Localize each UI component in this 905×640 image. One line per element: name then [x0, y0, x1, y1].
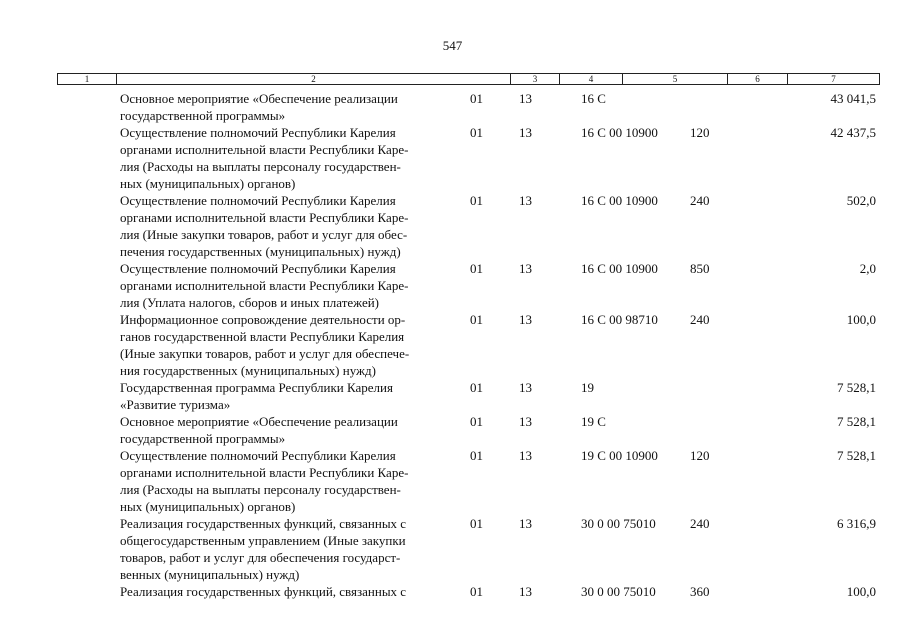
table-body — [0, 90, 905, 600]
table-row — [0, 124, 905, 192]
description-line: лия (Иные закупки товаров, работ и услуг для обес- — [120, 227, 408, 242]
expense-type-code: 120 — [690, 125, 710, 140]
subsection-code: 13 — [519, 414, 532, 429]
row-description — [120, 192, 460, 260]
description-line: органами исполнительной власти Республики Каре- — [120, 465, 409, 480]
description-line: органами исполнительной власти Республики Каре- — [120, 278, 409, 293]
section-code: 01 — [470, 380, 483, 395]
description-line: ных (муниципальных) органов) — [120, 176, 296, 191]
description-line: общегосударственным управлением (Иные закупки — [120, 533, 406, 548]
section-code: 01 — [470, 414, 483, 429]
amount-value: 42 437,5 — [830, 125, 876, 140]
description-line: Осуществление полномочий Республики Карелия — [120, 448, 396, 463]
description-line: Основное мероприятие «Обеспечение реализации — [120, 91, 398, 106]
column-header-2: 2 — [117, 74, 511, 84]
amount-value: 7 528,1 — [837, 448, 876, 463]
target-article-code: 16 С 00 10900 — [581, 193, 658, 208]
description-line: Осуществление полномочий Республики Карелия — [120, 125, 396, 140]
subsection-code: 13 — [519, 91, 532, 106]
description-line: ных (муниципальных) органов) — [120, 499, 296, 514]
description-line: органами исполнительной власти Республики Каре- — [120, 210, 409, 225]
amount-value: 7 528,1 — [837, 414, 876, 429]
expense-type-code: 120 — [690, 448, 710, 463]
target-article-code: 16 С — [581, 91, 606, 106]
description-line: Основное мероприятие «Обеспечение реализации — [120, 414, 398, 429]
section-code: 01 — [470, 584, 483, 599]
page-number: 547 — [442, 38, 463, 53]
row-description — [120, 311, 460, 379]
subsection-code: 13 — [519, 448, 532, 463]
expense-type-code: 360 — [690, 584, 710, 599]
amount-value: 2,0 — [859, 261, 876, 276]
description-line: государственной программы» — [120, 431, 286, 446]
description-line: Информационное сопровождение деятельности ор- — [120, 312, 406, 327]
amount-value: 43 041,5 — [830, 91, 876, 106]
expense-type-code: 850 — [690, 261, 710, 276]
description-line: лия (Уплата налогов, сборов и иных платежей) — [120, 295, 380, 310]
target-article-code: 16 С 00 10900 — [581, 261, 658, 276]
subsection-code: 13 — [519, 125, 532, 140]
description-line: ганов государственной власти Республики Карелия — [120, 329, 405, 344]
subsection-code: 13 — [519, 516, 532, 531]
table-row — [0, 311, 905, 379]
table-row — [0, 379, 905, 413]
description-line: венных (муниципальных) нужд) — [120, 567, 300, 582]
section-code: 01 — [470, 261, 483, 276]
column-header-3: 3 — [511, 74, 560, 84]
row-description — [120, 583, 460, 600]
row-description — [120, 413, 460, 447]
section-code: 01 — [470, 91, 483, 106]
row-description — [120, 90, 460, 124]
description-line: Реализация государственных функций, связанных с — [120, 516, 407, 531]
description-line: товаров, работ и услуг для обеспечения государст- — [120, 550, 401, 565]
row-description — [120, 260, 460, 311]
description-line: Государственная программа Республики Карелия — [120, 380, 393, 395]
column-header-4: 4 — [560, 74, 623, 84]
description-line: органами исполнительной власти Республики Каре- — [120, 142, 409, 157]
row-description — [120, 124, 460, 192]
amount-value: 100,0 — [846, 312, 876, 327]
expense-type-code: 240 — [690, 193, 710, 208]
expense-type-code: 240 — [690, 516, 710, 531]
subsection-code: 13 — [519, 380, 532, 395]
description-line: Осуществление полномочий Республики Карелия — [120, 261, 396, 276]
target-article-code: 19 С — [581, 414, 606, 429]
column-header-1: 1 — [58, 74, 117, 84]
target-article-code: 16 С 00 10900 — [581, 125, 658, 140]
section-code: 01 — [470, 125, 483, 140]
table-row — [0, 583, 905, 600]
column-header-5: 5 — [623, 74, 728, 84]
target-article-code: 19 — [581, 380, 594, 395]
description-line: государственной программы» — [120, 108, 286, 123]
description-line: Осуществление полномочий Республики Карелия — [120, 193, 396, 208]
description-line: лия (Расходы на выплаты персоналу государствен- — [120, 159, 401, 174]
target-article-code: 30 0 00 75010 — [581, 584, 656, 599]
amount-value: 100,0 — [846, 584, 876, 599]
description-line: печения государственных (муниципальных) нужд) — [120, 244, 401, 259]
table-row — [0, 260, 905, 311]
row-description — [120, 447, 460, 515]
section-code: 01 — [470, 312, 483, 327]
row-description — [120, 379, 460, 413]
subsection-code: 13 — [519, 584, 532, 599]
target-article-code: 30 0 00 75010 — [581, 516, 656, 531]
table-header-row — [57, 73, 880, 85]
table-row — [0, 413, 905, 447]
subsection-code: 13 — [519, 261, 532, 276]
section-code: 01 — [470, 516, 483, 531]
amount-value: 7 528,1 — [837, 380, 876, 395]
description-line: лия (Расходы на выплаты персоналу государствен- — [120, 482, 401, 497]
description-line: «Развитие туризма» — [120, 397, 231, 412]
table-row — [0, 90, 905, 124]
column-header-6: 6 — [728, 74, 788, 84]
column-header-7: 7 — [831, 74, 836, 84]
table-row — [0, 447, 905, 515]
description-line: (Иные закупки товаров, работ и услуг для обеспече- — [120, 346, 410, 361]
table-row — [0, 192, 905, 260]
section-code: 01 — [470, 448, 483, 463]
amount-value: 502,0 — [846, 193, 876, 208]
row-description — [120, 515, 460, 583]
subsection-code: 13 — [519, 312, 532, 327]
section-code: 01 — [470, 193, 483, 208]
target-article-code: 19 С 00 10900 — [581, 448, 658, 463]
expense-type-code: 240 — [690, 312, 710, 327]
target-article-code: 16 С 00 98710 — [581, 312, 658, 327]
table-row — [0, 515, 905, 583]
subsection-code: 13 — [519, 193, 532, 208]
description-line: Реализация государственных функций, связанных с — [120, 584, 407, 599]
description-line: ния государственных (муниципальных) нужд) — [120, 363, 376, 378]
amount-value: 6 316,9 — [837, 516, 876, 531]
